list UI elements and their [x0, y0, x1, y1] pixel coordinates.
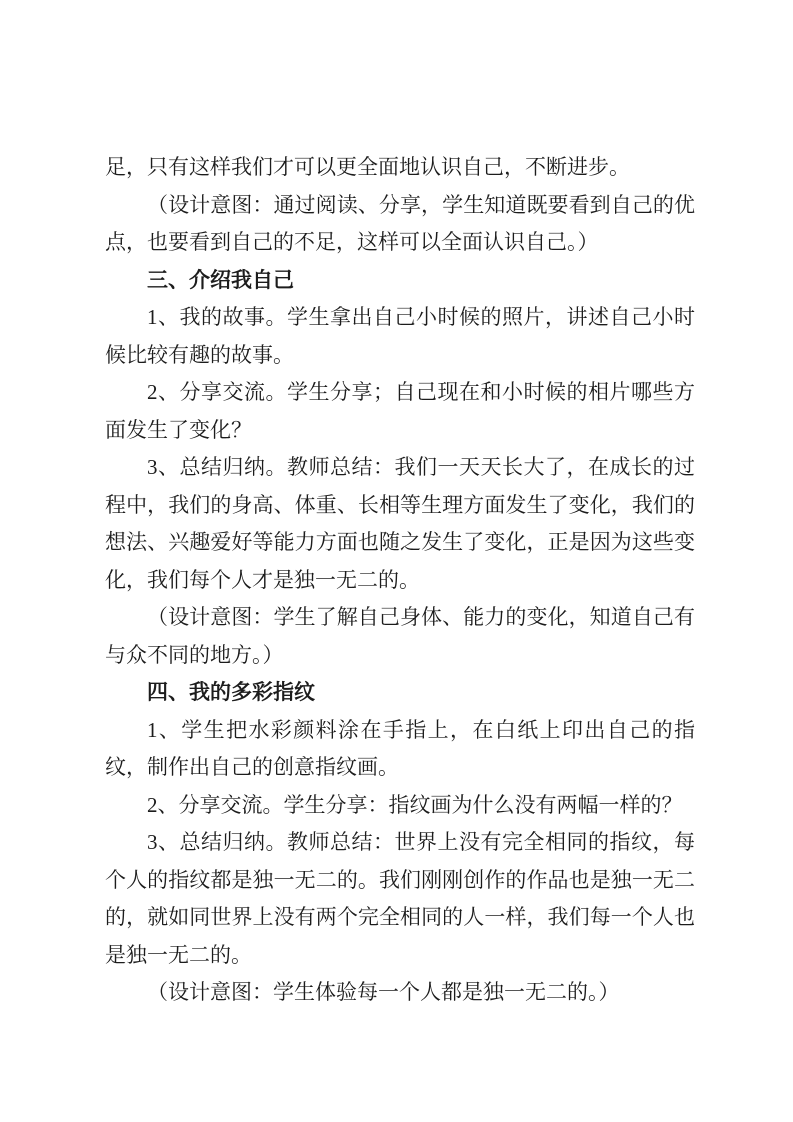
paragraph-item-2-share-fingerprint: 2、分享交流。学生分享：指纹画为什么没有两幅一样的？	[147, 792, 683, 817]
paragraph-continuation: 足，只有这样我们才可以更全面地认识自己，不断进步。	[105, 155, 630, 179]
paragraph-design-intent-3: （设计意图：学生体验每一个人都是独一无二的。）	[147, 980, 620, 1004]
paragraph-design-intent-1: （设计意图：通过阅读、分享，学生知道既要看到自己的优点，也要看到自己的不足，这样可以全面认识自己。）	[105, 192, 695, 254]
section-heading-3: 三、介绍我自己	[147, 267, 294, 292]
paragraph-item-3-summary: 3、总结归纳。教师总结：我们一天天长大了，在成长的过程中，我们的身高、体重、长相等生理方面发生了变化，我们的想法、兴趣爱好等能力方面也随之发生了变化，正是因为这些变化，我们每个人才是独一无二的。	[105, 455, 695, 592]
paragraph-design-intent-2: （设计意图：学生了解自己身体、能力的变化，知道自己有与众不同的地方。）	[105, 605, 695, 667]
section-heading-4: 四、我的多彩指纹	[147, 680, 315, 704]
paragraph-item-3-summary-fingerprint: 3、总结归纳。教师总结：世界上没有完全相同的指纹，每个人的指纹都是独一无二的。我们刚刚创作的作品也是独一无二的，就如同世界上没有两个完全相同的人一样，我们每一个人也是独一无二的。	[105, 830, 695, 967]
paragraph-item-1-my-story: 1、我的故事。学生拿出自己小时候的照片，讲述自己小时候比较有趣的故事。	[105, 305, 695, 367]
text-content	[105, 149, 695, 1012]
paragraph-item-2-share: 2、分享交流。学生分享；自己现在和小时候的相片哪些方面发生了变化？	[105, 380, 695, 442]
paragraph-item-1-fingerprint: 1、学生把水彩颜料涂在手指上，在白纸上印出自己的指纹，制作出自己的创意指纹画。	[105, 717, 695, 779]
